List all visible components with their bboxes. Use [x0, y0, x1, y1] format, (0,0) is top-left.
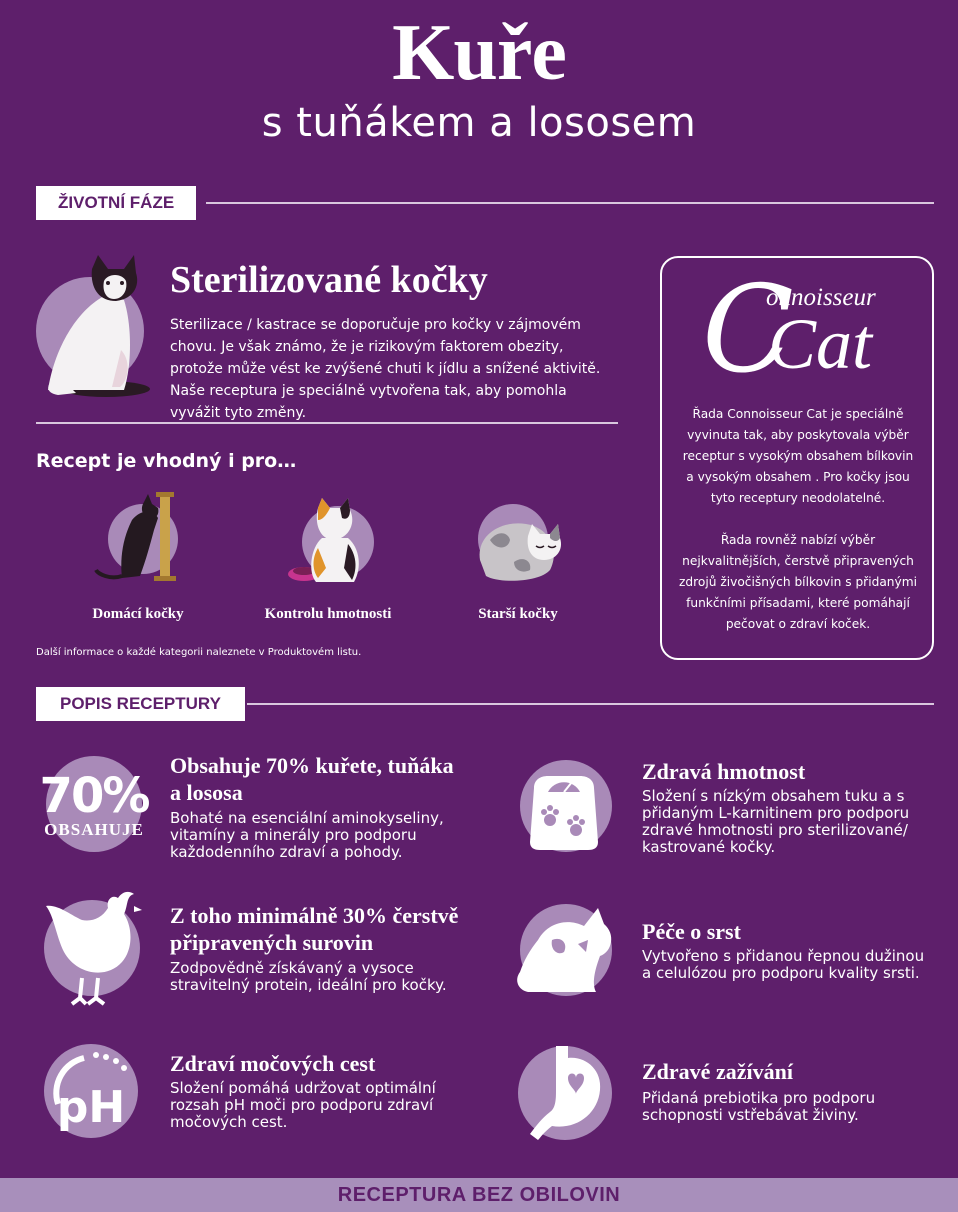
footer-banner: RECEPTURA BEZ OBILOVIN — [0, 1178, 958, 1212]
senior-cat-icon — [470, 500, 568, 585]
grooming-cat-icon — [508, 900, 620, 1000]
feature-title: Zdraví močových cest — [170, 1051, 376, 1076]
section-divider — [206, 202, 934, 204]
feature-title: Zdravá hmotnost — [642, 759, 806, 784]
ph-icon — [44, 1044, 144, 1144]
suitable-heading: Recept je vhodný i pro… — [36, 450, 297, 472]
section-divider — [36, 422, 618, 424]
badge-label: OBSAHUJE — [44, 820, 144, 839]
weight-control-cat-icon — [282, 498, 377, 588]
indoor-cat-icon — [92, 490, 192, 585]
brand-logo-big: Cat — [768, 304, 873, 384]
feature-text: Zodpovědně získávaný a vysoce stravitelný protein, ideální pro kočky. — [170, 959, 447, 994]
stomach-heart-icon — [516, 1042, 616, 1142]
life-stage-tag: ŽIVOTNÍ FÁZE — [36, 186, 196, 220]
feature-text: Vytvořeno s přidanou řepnou dužinou a celulózou pro podporu kvality srsti. — [642, 947, 925, 982]
life-stage-heading: Sterilizované kočky — [170, 259, 488, 301]
scale-paws-icon — [514, 758, 614, 858]
brand-panel — [660, 256, 934, 660]
sterilized-cat-icon — [36, 255, 156, 400]
feature-title: Péče o srst — [642, 919, 741, 944]
brand-logo-c: C — [702, 261, 794, 400]
feature-title: Zdravé zažívání — [642, 1059, 793, 1084]
recipe-tag: POPIS RECEPTURY — [36, 687, 245, 721]
brand-logo-small: onnoisseur — [766, 284, 876, 311]
page-title: Kuře — [392, 9, 566, 97]
more-info-note: Další informace o každé kategorii naleznete v Produktovém listu. — [36, 647, 362, 658]
brand-paragraph-2: Řada rovněž nabízí výběr nejkvalitnějších, čerstvě připravených zdrojů živočišných bílkovin s přidanými funkčními přísadami, které pomáhají pečovat o zdraví koček. — [679, 533, 917, 631]
life-stage-description: Sterilizace / kastrace se doporučuje pro kočky v zájmovém chovu. Je však známo, že je rizikovým faktorem obezity, protože může vést ke zvýšené chuti k jídlu a snížené aktivitě. Naše receptura je speciálně vytvořena tak, aby pomohla vyvážit tyto změny. — [170, 317, 601, 421]
feature-text: Složení s nízkým obsahem tuku a s přidaným L-karnitinem pro podporu zdravé hmotnosti pro sterilizované/ kastrované kočky. — [642, 787, 910, 856]
category-label: Starší kočky — [478, 606, 558, 622]
badge-percent: 70% — [39, 768, 149, 824]
feature-text: Složení pomáhá udržovat optimální rozsah pH moči pro podporu zdraví močových cest. — [170, 1079, 436, 1131]
chicken-icon — [36, 886, 146, 1011]
category-label: Kontrolu hmotnosti — [264, 606, 392, 622]
feature-title: Obsahuje 70% kuřete, tuňáka a lososa — [170, 753, 454, 805]
feature-text: Bohaté na esenciální aminokyseliny, vitamíny a minerály pro podporu každodenního zdraví a pohody. — [170, 809, 444, 861]
page-subtitle: s tuňákem a lososem — [261, 100, 697, 146]
feature-text: Přidaná prebiotika pro podporu schopnosti vstřebávat živiny. — [642, 1089, 876, 1124]
seventy-percent-icon — [34, 756, 154, 856]
feature-title: Z toho minimálně 30% čerstvě připravených surovin — [170, 903, 459, 955]
brand-paragraph-1: Řada Connoisseur Cat je speciálně vyvinuta tak, aby poskytovala výběr receptur s vysokým obsahem bílkovin a vysokým obsahem . Pro kočky jsou tyto receptury neodolatelné. — [682, 407, 914, 505]
section-divider — [247, 703, 934, 705]
svg-text:pH: pH — [56, 1082, 126, 1133]
category-label: Domácí kočky — [92, 606, 184, 622]
